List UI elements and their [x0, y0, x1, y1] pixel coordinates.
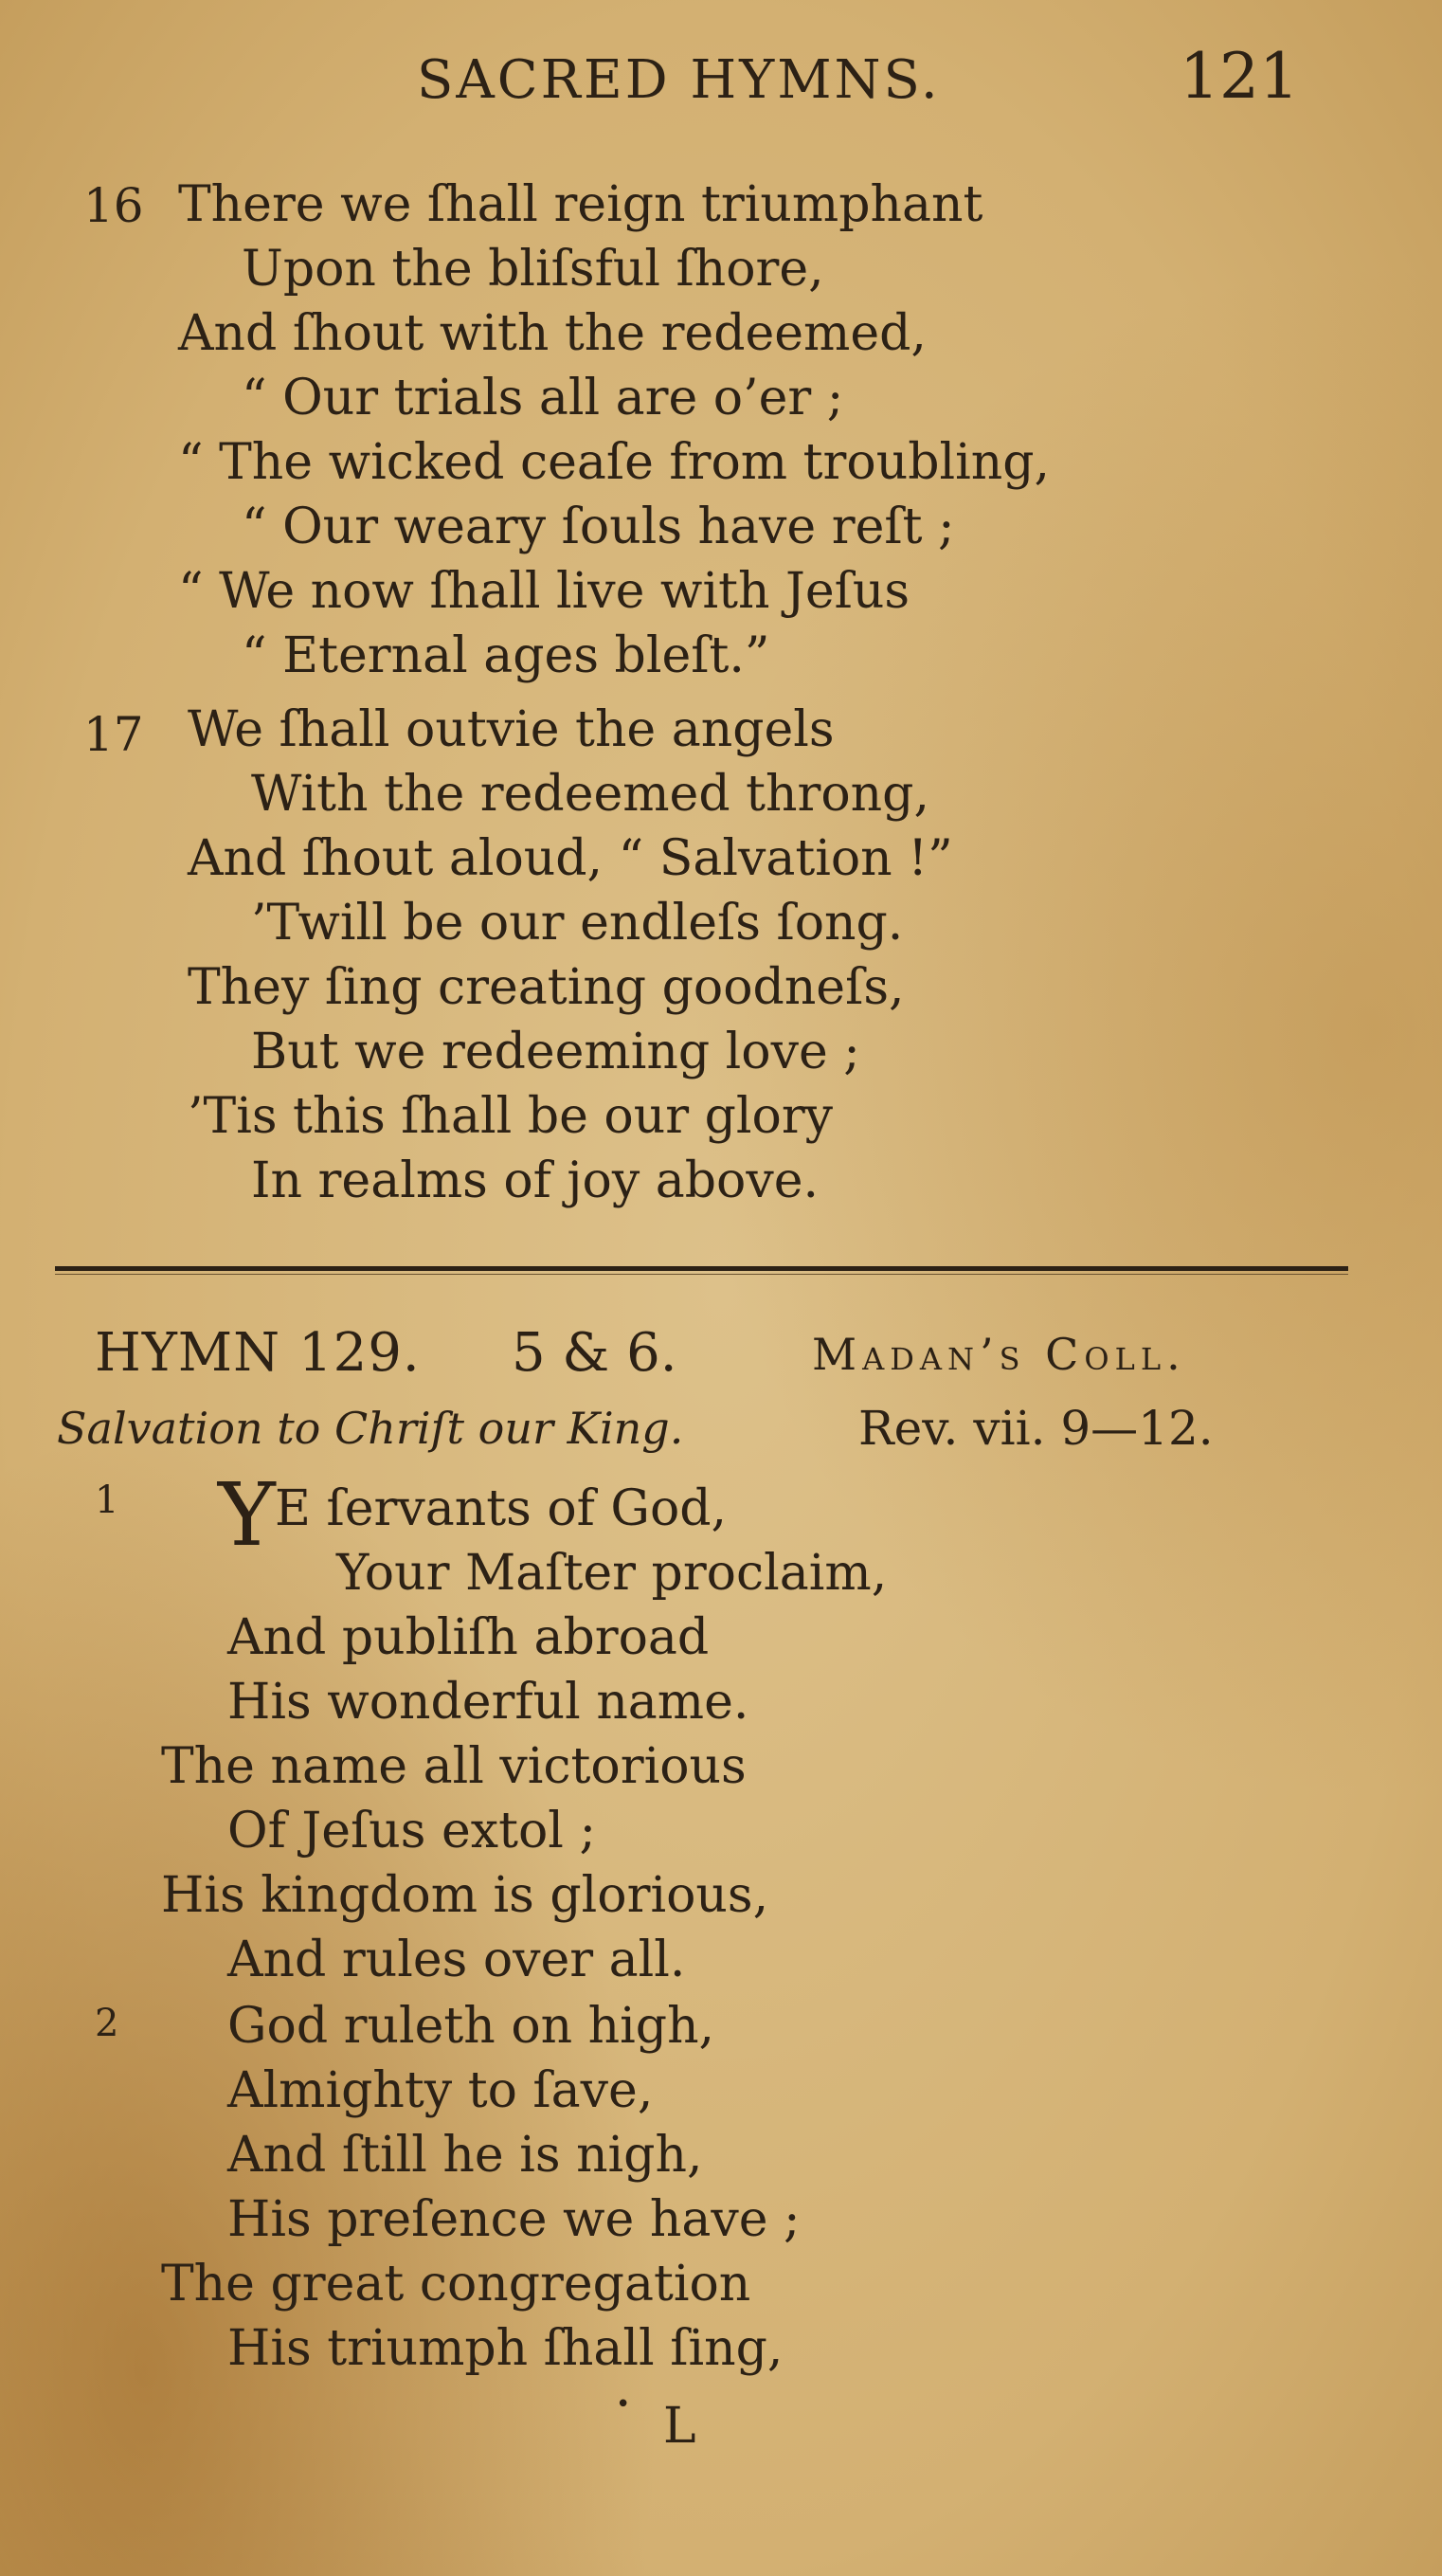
hymn-heading: HYMN 129. — [95, 1322, 421, 1384]
verse-line: Almighty to ſave, — [227, 2062, 654, 2119]
verse-line: “ Our weary ſouls have reſt ; — [242, 499, 955, 555]
verse-line: “ Our trials all are o’er ; — [242, 370, 844, 426]
verse-line: ’Tis this ſhall be our glory — [188, 1088, 834, 1145]
verse-line: E ſervants of God, — [275, 1480, 728, 1537]
verse-line: His wonderful name. — [227, 1674, 749, 1731]
verse-line: The name all victorious — [161, 1738, 747, 1795]
hymn-meter: 5 & 6. — [512, 1322, 677, 1384]
verse-line: His preſence we have ; — [227, 2191, 801, 2248]
verse-line: With the redeemed throng, — [251, 766, 929, 823]
verse-line: ’Twill be our endleſs ſong. — [251, 895, 904, 952]
verse-line: God ruleth on high, — [227, 1998, 715, 2055]
hymn-subtitle: Salvation to Chriſt our King. — [57, 1403, 684, 1454]
section-divider-thin — [55, 1274, 1348, 1275]
verse-line: They ſing creating goodneſs, — [188, 959, 905, 1016]
scripture-reference: Rev. vii. 9—12. — [858, 1401, 1214, 1456]
section-divider — [55, 1266, 1348, 1271]
verse-line: “ Eternal ages bleſt.” — [242, 627, 770, 684]
signature-mark: • — [616, 2390, 631, 2419]
verse-line: We ſhall outvie the angels — [188, 701, 835, 758]
page-number: 121 — [1180, 40, 1299, 113]
verse-line: Upon the bliſsful ſhore, — [242, 241, 824, 298]
verse-line: But we redeeming love ; — [251, 1024, 860, 1080]
verse-line: And ſtill he is nigh, — [227, 2127, 703, 2184]
verse-number: 17 — [83, 707, 144, 762]
verse-line: “ The wicked ceaſe from troubling, — [178, 434, 1051, 491]
verse-number: 1 — [95, 1478, 119, 1522]
verse-line: And ſhout with the redeemed, — [178, 305, 927, 362]
verse-line: “ We now ſhall live with Jeſus — [178, 563, 910, 620]
verse-line: The great congregation — [161, 2256, 751, 2313]
verse-line: His triumph ſhall ſing, — [227, 2320, 784, 2377]
verse-number: 16 — [83, 178, 144, 233]
verse-line: And publiſh abroad — [227, 1609, 710, 1666]
verse-line: His kingdom is glorious, — [161, 1867, 769, 1924]
verse-line: There we ſhall reign triumphant — [178, 176, 983, 233]
running-head: SACRED HYMNS. — [417, 49, 941, 111]
verse-line: Of Jeſus extol ; — [227, 1803, 596, 1859]
verse-line: And ſhout aloud, “ Salvation !” — [188, 830, 953, 887]
catchword: L — [663, 2398, 696, 2455]
verse-line: And rules over all. — [227, 1932, 686, 1988]
hymn-source: Madan’s Coll. — [812, 1329, 1186, 1380]
verse-line: Your Maſter proclaim, — [336, 1545, 888, 1602]
drop-cap: Y — [218, 1464, 276, 1566]
verse-number: 2 — [95, 2002, 119, 2045]
verse-line: In realms of joy above. — [251, 1152, 820, 1209]
